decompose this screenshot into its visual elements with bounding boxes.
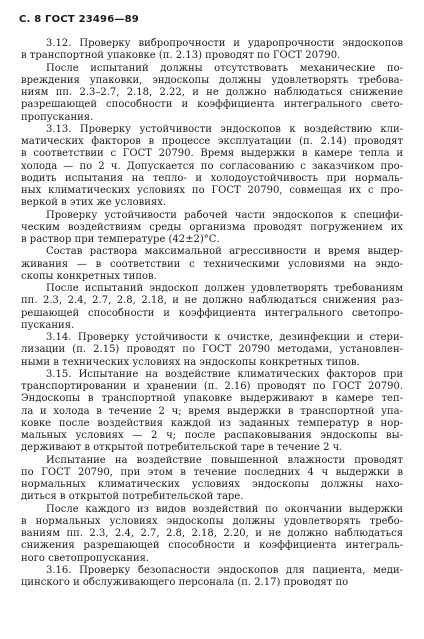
document-body	[21, 38, 403, 589]
text-line: в нормальных условиях эндоскопы должны удовлетворять требо-	[21, 515, 403, 527]
paragraph	[21, 38, 403, 63]
paragraph	[21, 332, 403, 369]
text-line: холода — по 2 ч. Допускается по согласованию с заказчиком про-	[21, 160, 403, 172]
text-line: ла и холода в течение 2 ч; время выдержки в транспортной упа-	[21, 405, 403, 417]
text-line: пп. 2.3, 2.4, 2.7, 2.8, 2.18, и не должно наблюдаться снижения раз-	[21, 295, 403, 307]
text-line: 3.14. Проверку устойчивости к очистке, дезинфекции и стери-	[46, 332, 403, 343]
text-line: 3.15. Испытание на воздействие климатических факторов при	[46, 368, 403, 380]
text-line: После испытаний должны отсутствовать механические по-	[46, 62, 403, 74]
text-line: в соответствии с ГОСТ 20790. Время выдержки в камере тепла и	[21, 148, 403, 160]
paragraph	[21, 246, 403, 283]
paragraph	[21, 210, 403, 247]
text-line: транспортировании и хранении (п. 2.16) проводят по ГОСТ 20790.	[21, 381, 403, 392]
text-line: Проверку устойчивости рабочей части эндоскопов к специфи-	[46, 209, 403, 221]
text-line: мальных условиях — 2 ч; после распаковывания эндоскопы вы-	[21, 430, 403, 441]
text-line: ковке после воздействия каждой из заданных температур в нор-	[21, 417, 403, 429]
text-line: веркой в этих же условиях.	[21, 197, 167, 209]
text-line: водить испытания на тепло- и холодоустойчивость при нормаль-	[21, 172, 403, 184]
paragraph	[21, 565, 403, 590]
text-line: ными в технических условиях на эндоскопы конкретных типов.	[21, 356, 360, 368]
paragraph	[21, 63, 403, 124]
text-line: живания — в соответствии с техническими условиями на эндо-	[21, 258, 403, 270]
text-line: по ГОСТ 20790, при этом в течение последних 4 ч выдержки в	[21, 466, 403, 478]
text-line: Эндоскопы в транспортной упаковке выдерживают в камере теп-	[21, 393, 403, 405]
text-line: цинского и обслуживающего персонала (п. 2.17) проводят по	[21, 577, 349, 588]
text-line: лизации (п. 2.15) проводят по ГОСТ 20790 методами, установлен-	[21, 344, 403, 356]
paragraph	[21, 504, 403, 565]
text-line: в транспортной упаковке (п. 2.13) проводят по ГОСТ 20790.	[21, 50, 341, 62]
page-header: С. 8 ГОСТ 23496—89	[19, 14, 139, 25]
text-line: матических факторов в процессе эксплуатации (п. 2.14) проводят	[21, 136, 403, 147]
text-line: ных климатических условиях по ГОСТ 20790, совмещая их с про-	[21, 185, 403, 196]
text-line: ваниям пп. 2.3, 2.4, 2.7, 2.8, 2.18, 2.20, и не должно наблюдаться	[21, 528, 403, 539]
text-line: ниям пп. 2.3–2.7, 2.18, 2.22, и не должно наблюдаться снижение	[21, 87, 403, 98]
text-line: разрешающей способности и коэффициента интегрального свето-	[21, 99, 403, 111]
paragraph	[21, 283, 403, 332]
text-line: После каждого из видов воздействий по окончании выдержки	[46, 503, 403, 515]
paragraph	[21, 455, 403, 504]
text-line: вреждения упаковки, эндоскопы должны удовлетворять требова-	[21, 74, 403, 86]
text-line: пропускания.	[21, 111, 94, 123]
paragraph	[21, 369, 403, 455]
text-line: снижения разрешающей способности и коэффициента интеграль-	[21, 540, 403, 552]
text-line: в раствор при температуре (42±2)°С.	[21, 234, 220, 245]
text-line: держивают в открытой потребительской таре в течение 2 ч.	[21, 442, 343, 454]
text-line: ческим воздействиям среды организма проводят погружением их	[21, 221, 403, 233]
text-line: ного светопропускания.	[21, 552, 150, 564]
paragraph	[21, 124, 403, 210]
text-line: нормальных климатических условиях эндоскопы должны нахо-	[21, 479, 403, 490]
text-line: Состав раствора максимальной агрессивности и время выдер-	[46, 246, 403, 258]
text-line: Испытание на воздействие повышенной влажности проводят	[46, 454, 403, 466]
text-line: 3.16. Проверку безопасности эндоскопов для пациента, меди-	[46, 564, 403, 576]
text-line: скопы конкретных типов.	[21, 270, 157, 282]
text-line: решающей способности и коэффициента интегрального светопро-	[21, 307, 403, 319]
text-line: 3.12. Проверку вибропрочности и ударопрочности эндоскопов	[46, 38, 403, 49]
text-line: 3.13. Проверку устойчивости эндоскопов к воздействию кли-	[46, 123, 403, 135]
text-line: После испытаний эндоскоп должен удовлетворять требованиям	[46, 283, 403, 294]
text-line: пускания.	[21, 319, 75, 331]
text-line: диться в открытой потребительской таре.	[21, 491, 244, 503]
